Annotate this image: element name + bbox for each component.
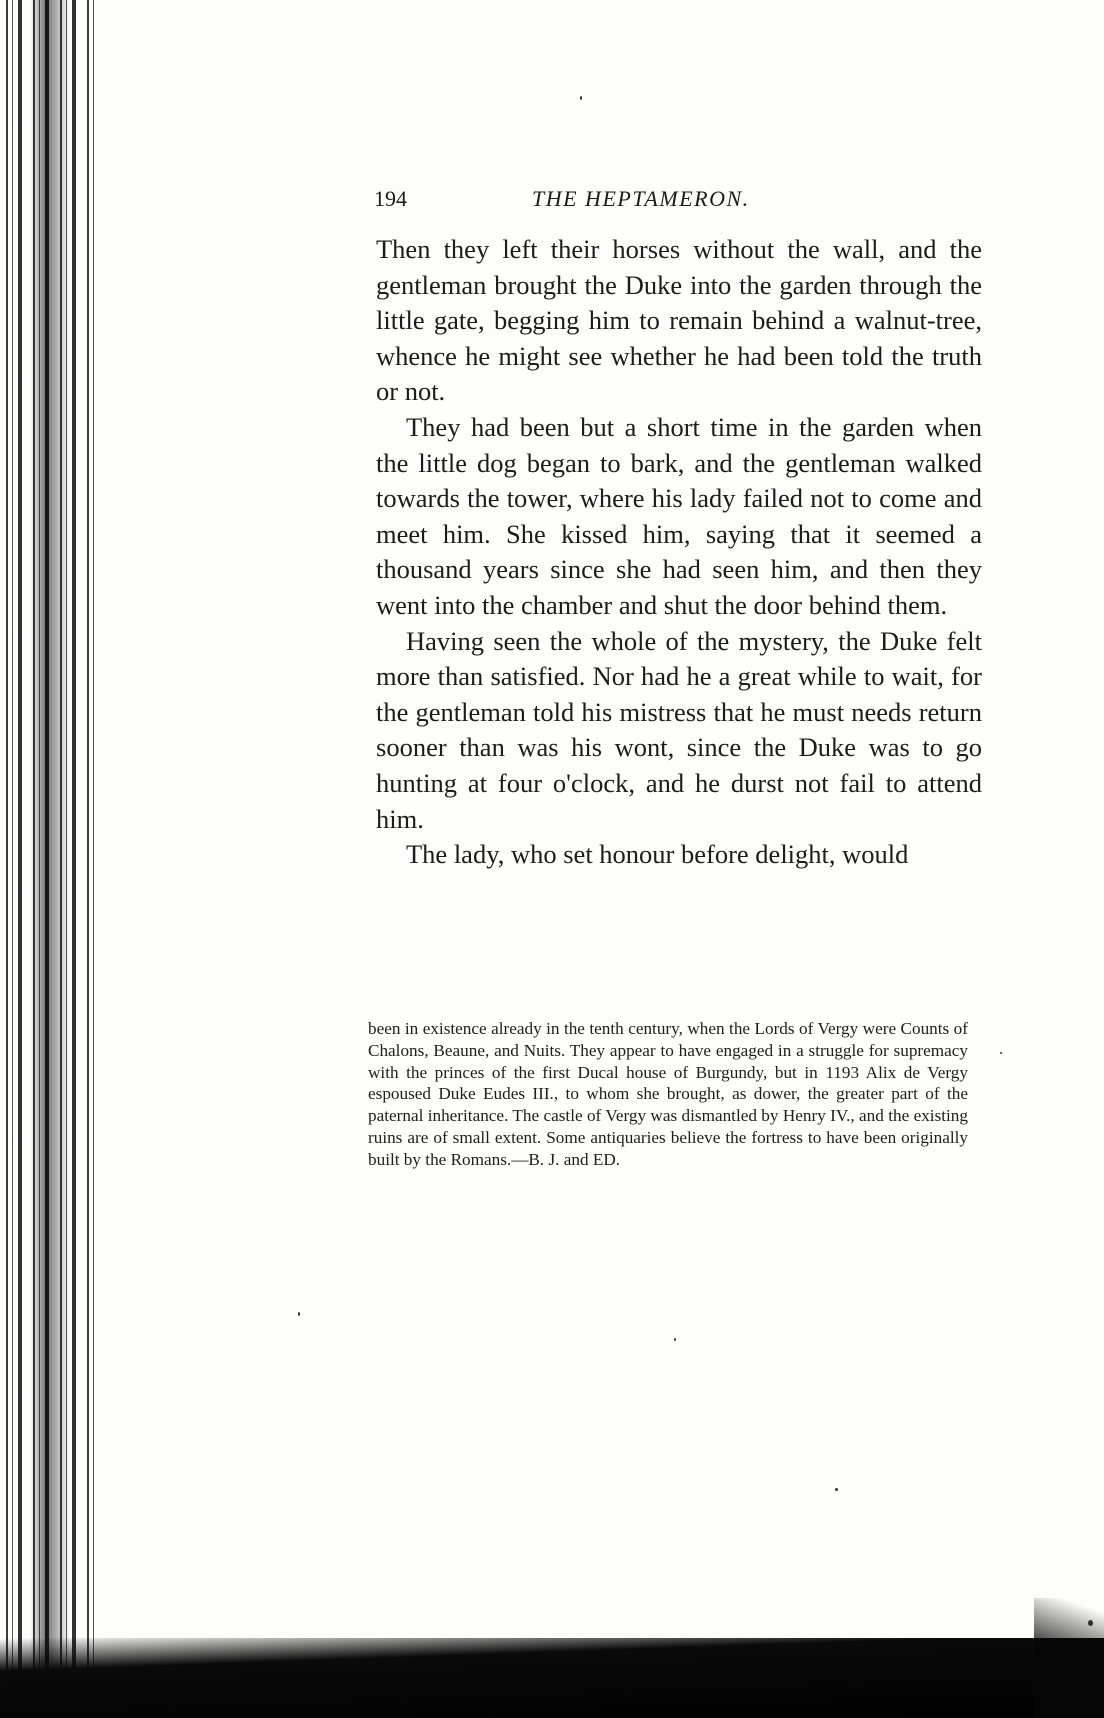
scan-speck — [835, 1488, 838, 1491]
scan-bottom-edge — [0, 1638, 1104, 1718]
page-header — [374, 186, 974, 220]
binding-shadow — [30, 0, 70, 1718]
scan-corner-shadow — [1034, 1598, 1104, 1718]
running-title: THE HEPTAMERON. — [532, 186, 750, 211]
scan-speck — [1000, 1052, 1002, 1054]
paragraph: Having seen the whole of the mystery, the Duke felt more than satisfied. Nor had he a great while to wait, for the gentleman told his mistress that he must needs return sooner than was his wont, since the Duke was to go hunting at four o'clock, and he durst not fail to attend him. — [376, 625, 982, 834]
body-text — [376, 232, 982, 873]
footnote-text: been in existence already in the tenth century, when the Lords of Vergy were Counts of Chalons, Beaune, and Nuits. They appear to have engaged in a struggle for supremacy with the princes of the first Ducal house of Burgundy, but in 1193 Alix de Vergy espoused Duke Eudes III., to whom she brought, as dower, the greater part of the paternal inheritance. The castle of Vergy was dismantled by Henry IV., and the existing ruins are of small extent. Some antiquaries believe the fortress to have been originally built by the Romans.—B. J. and ED. — [368, 1019, 968, 1169]
paragraph: Then they left their horses without the wall, and the gentleman brought the Duke into the garden through the little gate, begging him to remain behind a walnut-tree, whence he might see whether he had been told the truth or not. — [376, 234, 982, 407]
footnote — [368, 1018, 968, 1171]
paragraph: They had been but a short time in the garden when the little dog began to bark, and the gentleman walked towards the tower, where his lady failed not to come and meet him. She kissed him, saying that it seemed a thousand years since she had seen him, and then they went into the chamber and shut the door behind them. — [376, 411, 982, 620]
paragraph: The lady, who set honour before delight, would — [406, 839, 909, 870]
scan-speck — [674, 1338, 676, 1341]
page-number: 194 — [374, 186, 407, 211]
scan-speck — [580, 96, 582, 100]
scan-speck — [298, 1312, 300, 1316]
